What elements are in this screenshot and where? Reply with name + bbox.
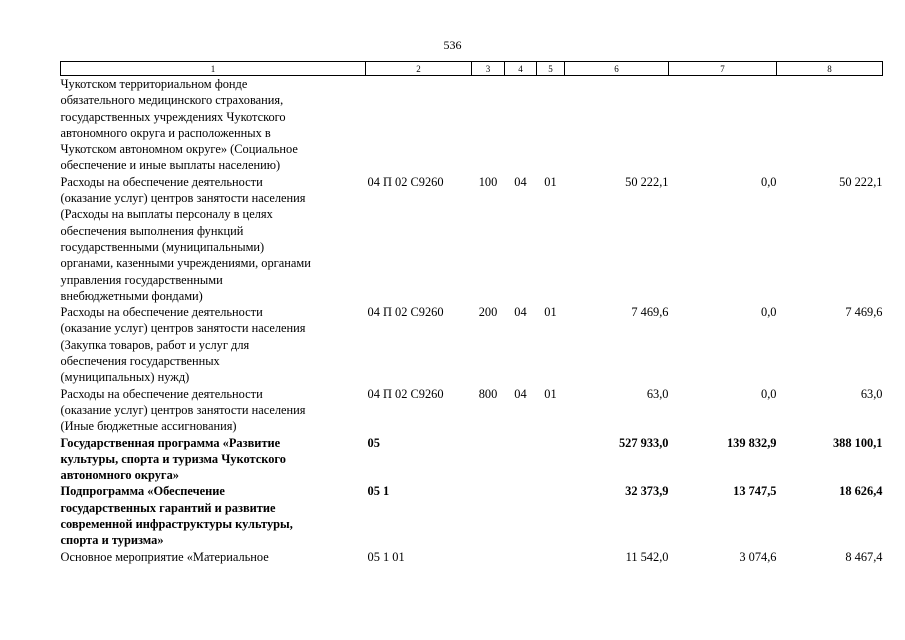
cell-name — [61, 435, 366, 484]
cell-name — [61, 549, 366, 565]
cell-total: 7 469,6 — [631, 305, 669, 320]
cell-subsection: 01 — [544, 174, 557, 189]
column-number-row — [61, 62, 883, 76]
name-line: Государственная программа «Развитие — [60, 435, 281, 450]
column-header: 1 — [61, 62, 366, 76]
cell-total: 527 933,0 — [618, 435, 669, 450]
cell-subsection — [537, 549, 565, 565]
cell-regional: 18 626,4 — [839, 484, 883, 499]
name-line: обеспечения выполнения функций — [60, 223, 244, 238]
cell-code: 04 П 02 С9260 — [367, 174, 444, 189]
column-header: 8 — [777, 62, 883, 76]
cell-regional: 8 467,4 — [845, 549, 883, 564]
cell-section — [505, 549, 537, 565]
name-line: автономного округа и расположенных в — [60, 125, 271, 140]
cell-regional: 388 100,1 — [832, 435, 883, 450]
name-line: Подпрограмма «Обеспечение — [60, 484, 225, 499]
cell-total: 63,0 — [646, 386, 669, 401]
cell-federal: 0,0 — [761, 174, 777, 189]
page-number: 536 — [443, 38, 462, 52]
cell-expense-type: 200 — [478, 305, 498, 320]
cell-expense-type — [472, 435, 505, 484]
cell-regional — [777, 76, 883, 174]
cell-code — [366, 76, 472, 174]
cell-name — [61, 386, 366, 435]
name-line: государственных гарантий и развитие — [60, 500, 276, 515]
cell-code: 04 П 02 С9260 — [367, 386, 444, 401]
cell-expense-type: 100 — [478, 174, 498, 189]
column-header: 3 — [472, 62, 505, 76]
name-line: Расходы на обеспечение деятельности — [60, 174, 263, 189]
name-line: культуры, спорта и туризма Чукотского — [60, 451, 286, 466]
cell-expense-type — [472, 549, 505, 565]
table-header — [61, 62, 883, 76]
cell-subsection — [537, 483, 565, 548]
name-line: (оказание услуг) центров занятости населения — [60, 191, 306, 206]
cell-name — [61, 483, 366, 548]
name-line: (оказание услуг) центров занятости населения — [60, 321, 306, 336]
table-row — [61, 483, 883, 548]
name-line: современной инфраструктуры культуры, — [60, 517, 293, 532]
table-body — [61, 76, 883, 565]
name-line: (Иные бюджетные ассигнования) — [60, 419, 237, 434]
cell-federal: 0,0 — [761, 386, 777, 401]
name-line: (оказание услуг) центров занятости населения — [60, 402, 306, 417]
cell-code: 05 1 — [367, 484, 390, 499]
table-row — [61, 386, 883, 435]
cell-code: 05 — [367, 435, 380, 450]
cell-section — [505, 76, 537, 174]
cell-regional: 63,0 — [860, 386, 883, 401]
name-line: Чукотском автономном округе» (Социальное — [60, 142, 298, 157]
name-line: обеспечения государственных — [60, 354, 220, 369]
name-line: государственных учреждениях Чукотского — [60, 109, 286, 124]
cell-total: 11 542,0 — [625, 549, 669, 564]
cell-section: 04 — [514, 386, 527, 401]
name-line: (Расходы на выплаты персоналу в целях — [60, 207, 273, 222]
cell-subsection — [537, 435, 565, 484]
name-line: (Закупка товаров, работ и услуг для — [60, 337, 250, 352]
cell-federal: 0,0 — [761, 305, 777, 320]
name-line: органами, казенными учреждениями, органами — [60, 256, 311, 271]
name-line: обеспечение и иные выплаты населению) — [60, 158, 281, 173]
cell-total: 50 222,1 — [625, 174, 669, 189]
cell-expense-type: 800 — [478, 386, 498, 401]
name-line: Расходы на обеспечение деятельности — [60, 386, 263, 401]
cell-federal: 139 832,9 — [726, 435, 777, 450]
cell-section — [505, 483, 537, 548]
table-row — [61, 549, 883, 565]
cell-expense-type — [472, 483, 505, 548]
cell-section: 04 — [514, 305, 527, 320]
name-line: Основное мероприятие «Материальное — [60, 549, 269, 564]
name-line: (муниципальных) нужд) — [60, 370, 190, 385]
cell-code: 05 1 01 — [367, 549, 405, 564]
budget-table — [60, 61, 883, 565]
column-header: 4 — [505, 62, 537, 76]
cell-section: 04 — [514, 174, 527, 189]
table-row — [61, 435, 883, 484]
cell-subsection — [537, 76, 565, 174]
column-header: 7 — [669, 62, 777, 76]
cell-expense-type — [472, 76, 505, 174]
cell-federal: 3 074,6 — [739, 549, 777, 564]
name-line: государственными (муниципальными) — [60, 239, 265, 254]
table-row — [61, 76, 883, 174]
name-line: внебюджетными фондами) — [60, 288, 203, 303]
cell-section — [505, 435, 537, 484]
name-line: обязательного медицинского страхования, — [60, 93, 284, 108]
column-header: 5 — [537, 62, 565, 76]
cell-regional: 50 222,1 — [839, 174, 883, 189]
cell-subsection: 01 — [544, 305, 557, 320]
column-header: 2 — [366, 62, 472, 76]
column-header: 6 — [565, 62, 669, 76]
cell-name — [61, 76, 366, 174]
table-row — [61, 174, 883, 304]
name-line: управления государственными — [60, 272, 223, 287]
cell-code: 04 П 02 С9260 — [367, 305, 444, 320]
cell-total — [565, 76, 669, 174]
cell-total: 32 373,9 — [625, 484, 669, 499]
cell-name — [61, 304, 366, 385]
cell-regional: 7 469,6 — [845, 305, 883, 320]
name-line: спорта и туризма» — [60, 533, 164, 548]
cell-federal — [669, 76, 777, 174]
name-line: автономного округа» — [60, 468, 179, 483]
name-line: Чукотском территориальном фонде — [60, 77, 248, 91]
name-line: Расходы на обеспечение деятельности — [60, 305, 263, 320]
cell-subsection: 01 — [544, 386, 557, 401]
table-row — [61, 304, 883, 385]
cell-name — [61, 174, 366, 304]
cell-federal: 13 747,5 — [733, 484, 777, 499]
